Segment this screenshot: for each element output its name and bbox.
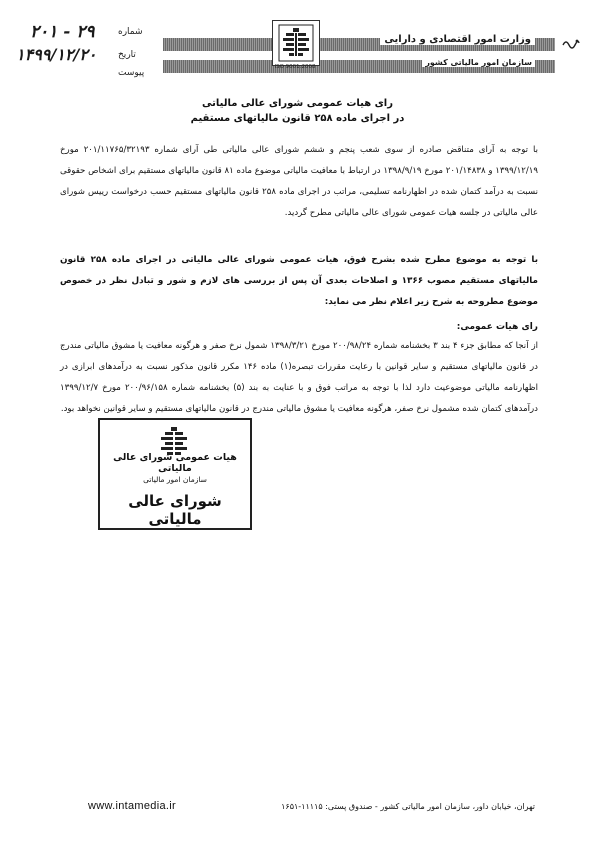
ruling-paragraph: از آنجا که مطابق جزء ۴ بند ۳ بخشنامه شماره ۲۰۰/۹۸/۲۴ مورخ ۱۳۹۸/۳/۲۱ شمول نرخ صفر و هرگونه معافیت یا مشوق مالیاتی مندرج در قانون مالیاتهای مستقیم و سایر قوانین با رعایت مقررات تبصره(۱) ماده ۱۴۶ مکرر قانون مذکور نسبت به درآمدهای ابرازی در اظهارنامه مالیاتی موضوعیت دارد لذا با توجه به مراتب فوق و با عنایت به بند (۵) بخشنامه شماره ۲۰۰/۹۶/۱۵۸ مورخ ۱۳۹۹/۱۲/۷ درآمدهای کتمان شده مشمول نرخ صفر، هرگونه معافیت یا مشوق مالیاتی مندرج در قانون مالیاتهای مستقیم و سایر قوانین نخواهد بود. (60, 341, 539, 414)
date-label: تاریخ (118, 50, 136, 60)
letter-header (0, 0, 595, 90)
ministry-text: وزارت امور اقتصادی و دارایی (380, 34, 535, 45)
handwritten-number: ۲۰۱ - ۲۹ (30, 22, 95, 42)
handwritten-date: ۱۴۹۹/۱۲/۲۰ (16, 45, 97, 64)
wave-mark-icon (562, 36, 580, 50)
stamp-line-3: شورای عالی مالیاتی (128, 492, 222, 528)
resolution-preamble: با توجه به موضوع مطرح شده بشرح فوق، هیات عمومی شورای عالی مالیاتی در اجرای ماده ۲۵۸ قانون مالیاتهای مستقیم مصوب ۱۳۶۶ و اصلاحات بعدی آن پس از بررسی های لازم و شور و تبادل نظر در خصوص موضوع مطروحه به شرح زیر اعلام نظر می نماید: (60, 255, 539, 307)
tax-org-emblem (272, 20, 320, 66)
intro-paragraph: با توجه به آرای متناقض صادره از سوی شعب پنجم و ششم شورای عالی مالیاتی طی آرای شماره ۲۰۱/۱۱۷۶۵/۳۲۱۹۳ مورخ ۱۳۹۹/۱۲/۱۹ و ۲۰۱/۱۴۸۳۸ مورخ ۱۳۹۸/۹/۱۹ در ارتباط با معافیت مالیاتی موضوع ماده ۸۱ قانون مالیاتهای مستقیم برای اشخاص حقوقی نسبت به درآمد کتمان شده در اظهارنامه تسلیمی، مراتب در اجرای ماده ۲۵۸ قانون مالیاتهای مستقیم حسب درخواست رییس شورای عالی مالیاتی در جلسه هیات عمومی شورای عالی مالیاتی مطرح گردید. (60, 145, 538, 218)
iso-text: ISO 9001:2008 (274, 64, 316, 70)
footer-url[interactable]: www.intamedia.ir (88, 800, 176, 812)
document-title: رای هیات عمومی شورای عالی مالیاتی (201, 98, 393, 109)
stamp-line-2: سازمان امور مالیاتی (143, 475, 207, 484)
attachment-label: پیوست (118, 68, 145, 78)
stamp-line-1: هیات عمومی شورای عالی مالیاتی (113, 452, 237, 474)
council-stamp (98, 418, 252, 530)
footer-address: تهران، خیابان داور، سازمان امور مالیاتی کشور - صندوق پستی: ۱۱۱۱۵-۱۶۵۱ (281, 802, 535, 811)
section-heading: رای هیات عمومی: (456, 322, 538, 332)
organization-text: سازمان امور مالیاتی کشور (422, 58, 535, 67)
number-label: شماره (118, 27, 143, 37)
document-subtitle: در اجرای ماده ۲۵۸ قانون مالیاتهای مستقیم (190, 113, 405, 124)
